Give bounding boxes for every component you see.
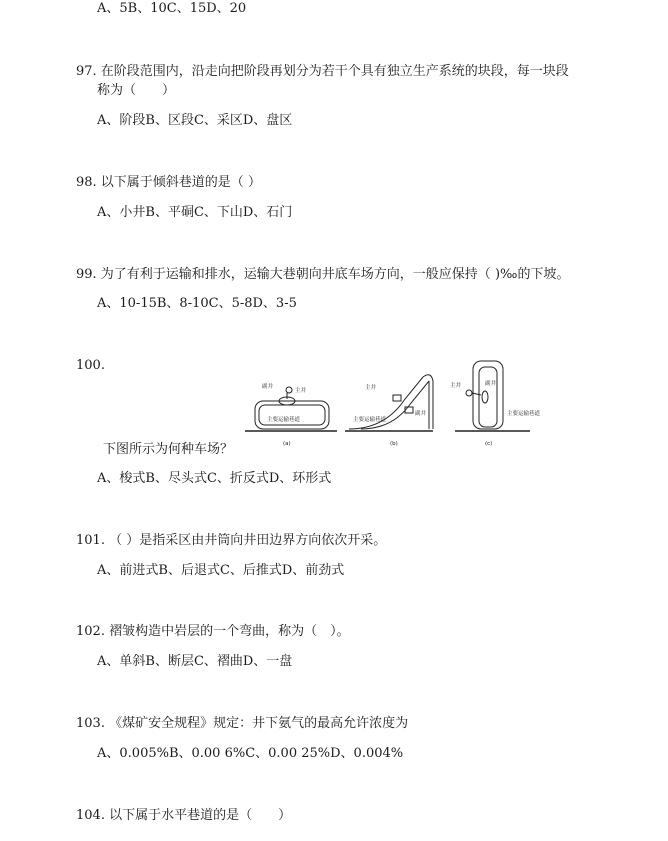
shaft-bottom-station-figure [245,355,541,447]
figure-b-main-shaft-label: 主井 [365,385,377,391]
figure-a-aux-shaft-label: 副井 [262,384,274,390]
q97-text-line1: 97. 在阶段范围内，沿走向把阶段再划分为若干个具有独立生产系统的块段，每一块段 [76,64,569,79]
figure-b-aux-shaft-label: 副井 [415,411,427,417]
q103-text: 103. 《煤矿安全规程》规定：井下氨气的最高允许浓度为 [76,716,409,731]
figure-c-main-shaft-label: 主井 [450,383,462,389]
figure-b-caption: (b) [390,441,398,447]
figure-c-roadway-label: 主要运输巷道 [507,411,541,417]
q98-text: 98. 以下属于倾斜巷道的是（ ） [76,175,261,190]
q100-number: 100. [76,358,105,373]
q99-text: 99. 为了有利于运输和排水，运输大巷朝向井底车场方向，一般应保持（ )‰的下坡。 [76,267,570,282]
figure-a-roadway-label: 主要运输巷道 [267,417,301,423]
q100-text: 下图所示为何种车场？ [103,442,234,457]
q104-text: 104. 以下属于水平巷道的是（ ） [76,808,292,823]
q98-options: A、小井B、平硐C、下山D、石门 [97,205,293,220]
q96-options: A、5B、10C、15D、20 [97,1,247,16]
q103-options: A、0.005%B、0.00 6%C、0.00 25%D、0.004% [97,746,404,761]
figure-c-caption: (c) [485,441,493,447]
q101-text: 101. （ ）是指采区由井筒向井田边界方向依次开采。 [76,533,387,548]
figure-a-main-shaft-label: 主井 [295,388,307,394]
q99-options: A、10-15B、8-10C、5-8D、3-5 [97,296,297,311]
figure-c-diagram [455,361,530,431]
figure-a-caption: (a) [283,441,291,447]
q102-text: 102. 褶皱构造中岩层的一个弯曲，称为（ ）。 [76,624,350,639]
q101-options: A、前进式B、后退式C、后推式D、前劲式 [97,563,345,578]
figure-b-roadway-label: 主要运输巷道 [353,417,387,423]
figure-a-diagram [245,387,337,431]
q102-options: A、单斜B、断层C、褶曲D、一盘 [97,654,293,669]
q97-text-line2: 称为（ ） [97,83,176,98]
q100-options: A、梭式B、尽头式C、折反式D、环形式 [97,471,332,486]
q97-options: A、阶段B、区段C、采区D、盘区 [97,113,293,128]
figure-c-aux-shaft-label: 副井 [485,381,497,387]
